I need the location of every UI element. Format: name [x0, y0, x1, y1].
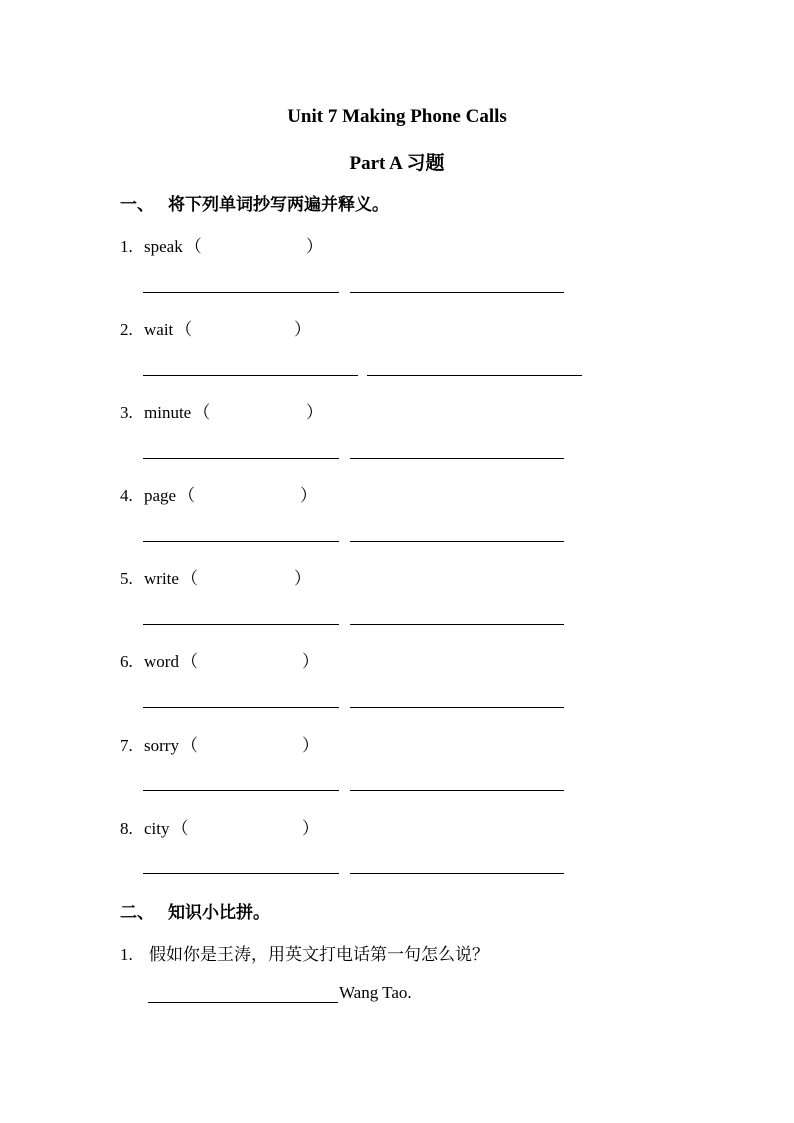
paren-open: （ — [180, 652, 198, 671]
word-item-5 — [120, 564, 311, 589]
copy-line-8a[interactable] — [143, 873, 339, 874]
word-number: 7. — [120, 736, 133, 755]
word-number: 3. — [120, 403, 133, 422]
page-title: Unit 7 Making Phone Calls — [287, 106, 507, 127]
word-text: city — [144, 819, 170, 838]
paren-open: （ — [180, 736, 198, 755]
word-text: minute — [144, 403, 192, 422]
section-1-number: 一、 — [120, 195, 154, 214]
answer-blank[interactable] — [148, 985, 338, 1003]
section-1-text: 将下列单词抄写两遍并释义。 — [168, 195, 389, 214]
word-number: 6. — [120, 652, 133, 671]
paren-close: ） — [294, 320, 311, 339]
page-subtitle: Part A 习题 — [349, 153, 445, 174]
section-2-text: 知识小比拼。 — [168, 903, 270, 922]
copy-line-8b[interactable] — [350, 873, 564, 874]
word-item-3 — [120, 398, 323, 423]
paren-close: ） — [302, 819, 319, 838]
paren-open: （ — [171, 819, 189, 838]
question-1-answer — [148, 983, 412, 1003]
word-text: word — [144, 652, 179, 671]
word-item-6 — [120, 647, 319, 672]
word-number: 5. — [120, 569, 133, 588]
word-text: sorry — [144, 736, 179, 755]
word-number: 8. — [120, 819, 133, 838]
section-2-heading — [120, 898, 270, 923]
paren-close: ） — [294, 569, 311, 588]
paren-close: ） — [306, 237, 323, 256]
paren-open: （ — [193, 403, 211, 422]
word-item-4 — [120, 481, 317, 506]
paren-open: （ — [178, 486, 196, 505]
word-text: wait — [144, 320, 174, 339]
word-item-1 — [120, 232, 323, 257]
copy-line-1b[interactable] — [350, 292, 564, 293]
word-text: write — [144, 569, 179, 588]
copy-line-5a[interactable] — [143, 624, 339, 625]
question-number: 1. — [120, 945, 133, 964]
copy-line-7a[interactable] — [143, 790, 339, 791]
copy-line-3a[interactable] — [143, 458, 339, 459]
paren-open: （ — [184, 237, 202, 256]
copy-line-3b[interactable] — [350, 458, 564, 459]
paren-close: ） — [300, 486, 317, 505]
word-text: speak — [144, 237, 183, 256]
copy-line-4a[interactable] — [143, 541, 339, 542]
copy-line-5b[interactable] — [350, 624, 564, 625]
copy-line-1a[interactable] — [143, 292, 339, 293]
paren-open: （ — [180, 569, 198, 588]
copy-line-2b[interactable] — [367, 375, 582, 376]
copy-line-7b[interactable] — [350, 790, 564, 791]
paren-open: （ — [175, 320, 193, 339]
section-1-heading — [120, 190, 389, 215]
copy-line-2a[interactable] — [143, 375, 358, 376]
question-1 — [120, 940, 489, 965]
word-item-7 — [120, 731, 319, 756]
question-text: 假如你是王涛，用英文打电话第一句怎么说？ — [149, 945, 489, 964]
paren-close: ） — [302, 736, 319, 755]
word-item-8 — [120, 814, 319, 839]
word-item-2 — [120, 315, 311, 340]
word-text: page — [144, 486, 177, 505]
copy-line-6a[interactable] — [143, 707, 339, 708]
copy-line-6b[interactable] — [350, 707, 564, 708]
paren-close: ） — [306, 403, 323, 422]
word-number: 1. — [120, 237, 133, 256]
section-2-number: 二、 — [120, 903, 154, 922]
answer-suffix: Wang Tao. — [339, 983, 412, 1002]
word-number: 4. — [120, 486, 133, 505]
word-number: 2. — [120, 320, 133, 339]
copy-line-4b[interactable] — [350, 541, 564, 542]
paren-close: ） — [302, 652, 319, 671]
